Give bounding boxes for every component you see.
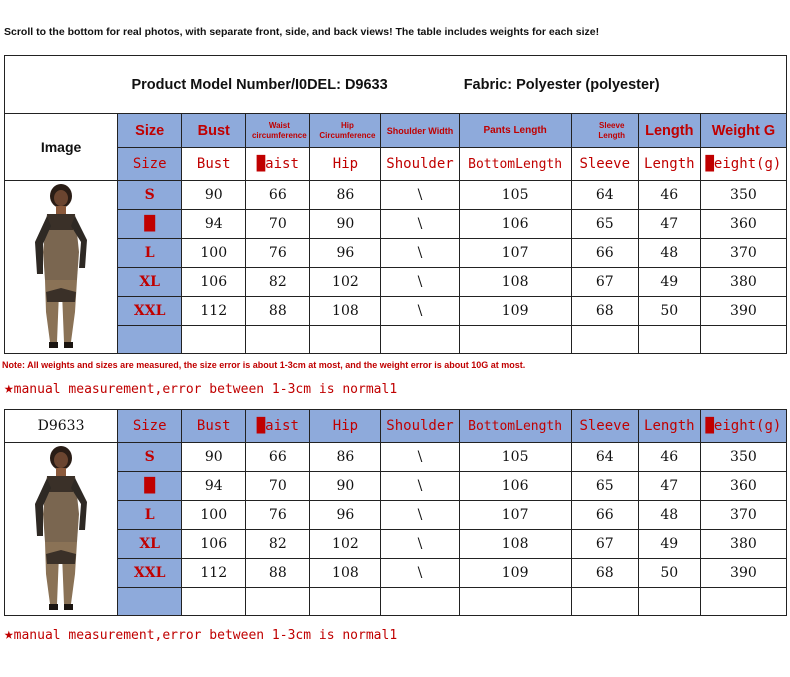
size-cell: █ xyxy=(118,472,182,501)
bottom-length-cell: 109 xyxy=(459,559,571,588)
weight-cell: 360 xyxy=(700,210,786,239)
shoulder-cell: \ xyxy=(381,239,459,268)
header-pants-length: Pants Length xyxy=(459,114,571,148)
header-length: Length xyxy=(638,114,700,148)
bust-cell: 100 xyxy=(182,239,246,268)
waist-cell: 76 xyxy=(246,501,310,530)
length-cell: 47 xyxy=(638,472,700,501)
empty-cell xyxy=(700,588,786,616)
empty-cell xyxy=(246,588,310,616)
sleeve-cell: 68 xyxy=(571,297,638,326)
weight-cell: 380 xyxy=(700,530,786,559)
shoulder-cell: \ xyxy=(381,559,459,588)
alt-header-bust: Bust xyxy=(182,148,246,181)
bust-cell: 106 xyxy=(182,268,246,297)
hip-cell: 108 xyxy=(310,297,381,326)
alt-header-sleeve: Sleeve xyxy=(571,148,638,181)
fabric-info: Fabric: Polyester (polyester) xyxy=(463,76,660,93)
bottom-length-cell: 106 xyxy=(459,472,571,501)
t2-header-bottom-length: BottomLength xyxy=(459,410,571,443)
weight-cell: 350 xyxy=(700,443,786,472)
empty-cell xyxy=(182,588,246,616)
size-table-2 xyxy=(4,409,787,616)
hip-cell: 96 xyxy=(310,239,381,268)
sleeve-cell: 68 xyxy=(571,559,638,588)
sleeve-cell: 64 xyxy=(571,181,638,210)
alt-header-bottom-length: BottomLength xyxy=(459,148,571,181)
weight-cell: 380 xyxy=(700,268,786,297)
empty-cell xyxy=(381,326,459,354)
manual-note-2 xyxy=(4,624,397,643)
bust-cell: 94 xyxy=(182,472,246,501)
sleeve-cell: 66 xyxy=(571,501,638,530)
weight-cell: 390 xyxy=(700,297,786,326)
t2-header-hip: Hip xyxy=(310,410,381,443)
hip-cell: 86 xyxy=(310,181,381,210)
shoulder-cell: \ xyxy=(381,530,459,559)
empty-cell xyxy=(459,326,571,354)
table-title xyxy=(5,56,787,114)
size-cell: XL xyxy=(118,530,182,559)
length-cell: 46 xyxy=(638,181,700,210)
model-photo-icon xyxy=(21,444,101,614)
size-table-1 xyxy=(4,55,787,354)
manual-note-text: manual measurement,error between 1-3cm is normal1 xyxy=(13,628,398,643)
bust-cell: 100 xyxy=(182,501,246,530)
empty-cell xyxy=(638,326,700,354)
hip-cell: 90 xyxy=(310,210,381,239)
length-cell: 48 xyxy=(638,239,700,268)
size-cell: XXL xyxy=(118,297,182,326)
alt-header-weight: █eight(g) xyxy=(700,148,786,181)
product-image-2 xyxy=(5,443,118,616)
shoulder-cell: \ xyxy=(381,210,459,239)
header-waist: Waist circumference xyxy=(246,114,310,148)
weight-cell: 390 xyxy=(700,559,786,588)
header-sleeve: Sleeve Length xyxy=(571,114,638,148)
waist-cell: 70 xyxy=(246,210,310,239)
waist-cell: 88 xyxy=(246,297,310,326)
header-shoulder: Shoulder Width xyxy=(381,114,459,148)
empty-size-cell xyxy=(118,588,182,616)
shoulder-cell: \ xyxy=(381,443,459,472)
weight-cell: 360 xyxy=(700,472,786,501)
shoulder-cell: \ xyxy=(381,297,459,326)
empty-cell xyxy=(310,588,381,616)
hip-cell: 102 xyxy=(310,268,381,297)
shoulder-cell: \ xyxy=(381,472,459,501)
weight-cell: 370 xyxy=(700,501,786,530)
hip-cell: 86 xyxy=(310,443,381,472)
header-weight: Weight G xyxy=(700,114,786,148)
t2-header-bust: Bust xyxy=(182,410,246,443)
alt-header-waist: █aist xyxy=(246,148,310,181)
alt-header-size: Size xyxy=(118,148,182,181)
bust-cell: 90 xyxy=(182,181,246,210)
sleeve-cell: 67 xyxy=(571,530,638,559)
size-cell: L xyxy=(118,239,182,268)
star-icon: ★ xyxy=(4,378,14,397)
product-image xyxy=(5,181,118,354)
top-note: Scroll to the bottom for real photos, with separate front, side, and back views! The table includes weights for each size! xyxy=(4,26,600,38)
empty-cell xyxy=(571,588,638,616)
waist-cell: 66 xyxy=(246,181,310,210)
t2-header-length: Length xyxy=(638,410,700,443)
bottom-length-cell: 109 xyxy=(459,297,571,326)
model-photo-icon xyxy=(21,182,101,352)
alt-header-shoulder: Shoulder xyxy=(381,148,459,181)
t2-header-sleeve: Sleeve xyxy=(571,410,638,443)
empty-cell xyxy=(381,588,459,616)
length-cell: 47 xyxy=(638,210,700,239)
length-cell: 50 xyxy=(638,559,700,588)
star-icon: ★ xyxy=(4,624,14,643)
alt-header-hip: Hip xyxy=(310,148,381,181)
empty-cell xyxy=(700,326,786,354)
sleeve-cell: 65 xyxy=(571,210,638,239)
shoulder-cell: \ xyxy=(381,501,459,530)
empty-cell xyxy=(246,326,310,354)
t2-header-weight: █eight(g) xyxy=(700,410,786,443)
size-cell: S xyxy=(118,443,182,472)
empty-size-cell xyxy=(118,326,182,354)
t2-header-size: Size xyxy=(118,410,182,443)
bottom-length-cell: 105 xyxy=(459,443,571,472)
bottom-length-cell: 107 xyxy=(459,501,571,530)
bottom-length-cell: 106 xyxy=(459,210,571,239)
bottom-length-cell: 107 xyxy=(459,239,571,268)
manual-note-1 xyxy=(4,378,397,397)
size-cell: XL xyxy=(118,268,182,297)
shoulder-cell: \ xyxy=(381,268,459,297)
manual-note-text: manual measurement,error between 1-3cm is normal1 xyxy=(13,382,398,397)
model-number: Product Model Number/I0DEL: D9633 xyxy=(131,76,388,93)
length-cell: 50 xyxy=(638,297,700,326)
sleeve-cell: 64 xyxy=(571,443,638,472)
bottom-length-cell: 108 xyxy=(459,268,571,297)
empty-cell xyxy=(459,588,571,616)
length-cell: 49 xyxy=(638,268,700,297)
waist-cell: 66 xyxy=(246,443,310,472)
model-label: D9633 xyxy=(5,410,118,443)
bust-cell: 112 xyxy=(182,559,246,588)
length-cell: 49 xyxy=(638,530,700,559)
size-cell: L xyxy=(118,501,182,530)
bust-cell: 106 xyxy=(182,530,246,559)
t2-header-waist: █aist xyxy=(246,410,310,443)
alt-header-length: Length xyxy=(638,148,700,181)
waist-cell: 70 xyxy=(246,472,310,501)
header-bust: Bust xyxy=(182,114,246,148)
size-cell: █ xyxy=(118,210,182,239)
empty-cell xyxy=(310,326,381,354)
weight-cell: 370 xyxy=(700,239,786,268)
size-cell: XXL xyxy=(118,559,182,588)
hip-cell: 90 xyxy=(310,472,381,501)
header-hip: Hip Circumference xyxy=(310,114,381,148)
header-size: Size xyxy=(118,114,182,148)
sleeve-cell: 67 xyxy=(571,268,638,297)
empty-cell xyxy=(638,588,700,616)
length-cell: 48 xyxy=(638,501,700,530)
hip-cell: 108 xyxy=(310,559,381,588)
waist-cell: 76 xyxy=(246,239,310,268)
bottom-length-cell: 108 xyxy=(459,530,571,559)
bust-cell: 94 xyxy=(182,210,246,239)
bust-cell: 90 xyxy=(182,443,246,472)
waist-cell: 82 xyxy=(246,530,310,559)
bust-cell: 112 xyxy=(182,297,246,326)
t2-header-shoulder: Shoulder xyxy=(381,410,459,443)
bottom-length-cell: 105 xyxy=(459,181,571,210)
sleeve-cell: 66 xyxy=(571,239,638,268)
shoulder-cell: \ xyxy=(381,181,459,210)
hip-cell: 102 xyxy=(310,530,381,559)
image-header: Image xyxy=(5,114,118,181)
waist-cell: 88 xyxy=(246,559,310,588)
empty-cell xyxy=(182,326,246,354)
empty-cell xyxy=(571,326,638,354)
waist-cell: 82 xyxy=(246,268,310,297)
weight-cell: 350 xyxy=(700,181,786,210)
length-cell: 46 xyxy=(638,443,700,472)
measurement-note: Note: All weights and sizes are measured, the size error is about 1-3cm at most, and the weight error is about 10G at most. xyxy=(2,360,526,370)
size-cell: S xyxy=(118,181,182,210)
sleeve-cell: 65 xyxy=(571,472,638,501)
hip-cell: 96 xyxy=(310,501,381,530)
